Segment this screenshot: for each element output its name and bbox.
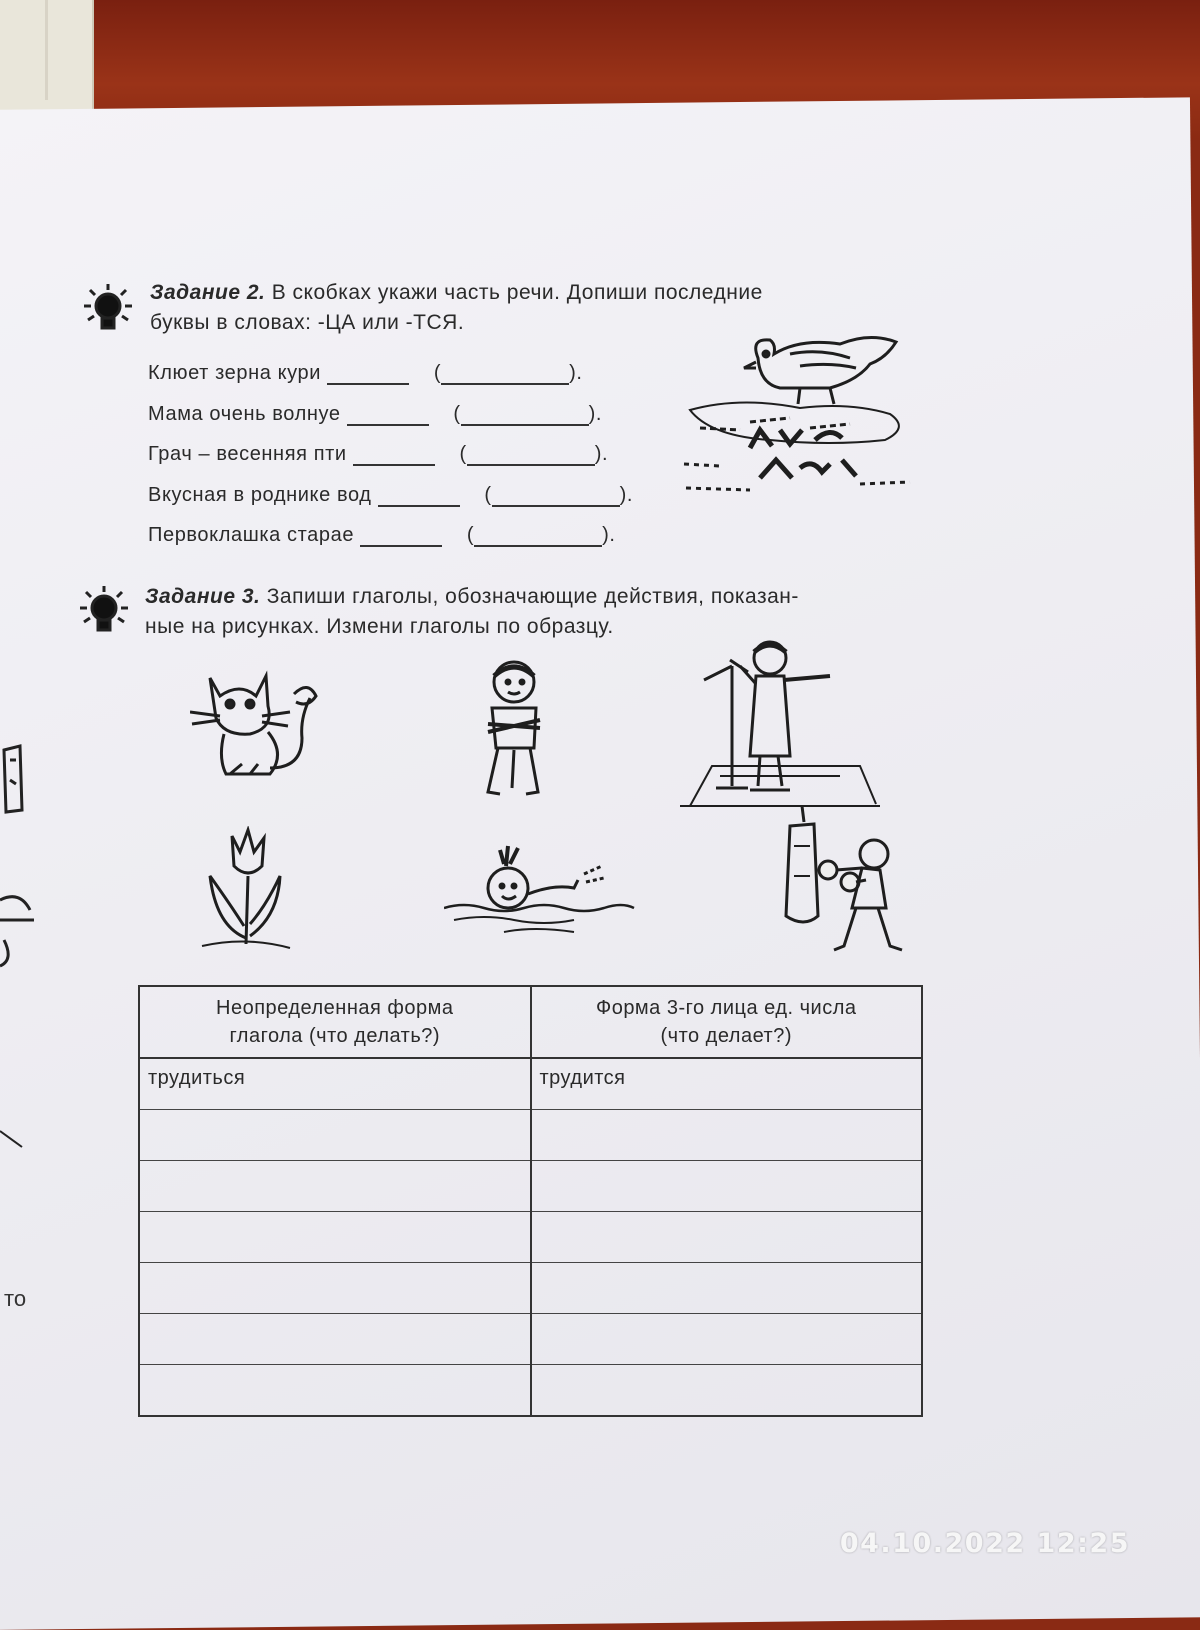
open-paren: ( <box>484 484 492 506</box>
close-paren: ). <box>619 484 634 506</box>
singer-illustration <box>680 636 880 816</box>
lightbulb-icon <box>78 584 130 644</box>
open-paren: ( <box>433 362 442 384</box>
photo-timestamp: 04.10.2022 12:25 <box>839 1528 1130 1559</box>
ending-blank[interactable] <box>378 487 460 507</box>
table-row <box>139 1263 922 1314</box>
answer-cell[interactable] <box>139 1365 531 1417</box>
part-of-speech-blank[interactable] <box>441 365 569 385</box>
swimmer-illustration <box>444 844 639 944</box>
task3-instruction-line2: ные на рисунках. Измени глаголы по образцу. <box>145 615 614 638</box>
answer-cell[interactable] <box>531 1365 923 1417</box>
ending-blank[interactable] <box>327 365 409 385</box>
table-row <box>139 1212 922 1263</box>
table-row <box>139 1058 922 1110</box>
task2-label: Задание 2. <box>150 281 266 304</box>
task3-instruction-line1: Запиши глаголы, обозначающие действия, показан- <box>266 585 799 608</box>
open-paren: ( <box>466 524 475 546</box>
answer-cell[interactable] <box>139 1212 531 1263</box>
close-paren: ). <box>569 362 583 384</box>
part-of-speech-blank[interactable] <box>492 487 620 507</box>
task2-instruction-line2: буквы в словах: -ЦА или -ТСЯ. <box>150 311 465 334</box>
tulip-illustration <box>196 826 296 956</box>
task2-instruction-line1: В скобках укажи часть речи. Допиши последние <box>271 281 763 304</box>
example-third-person-cell: трудится <box>531 1058 923 1110</box>
table-row <box>139 1365 922 1417</box>
open-paren: ( <box>459 443 467 465</box>
boxer-illustration <box>780 806 910 966</box>
edge-fragment-icon <box>0 740 30 820</box>
task2-item-text: Первоклашка старае <box>148 524 355 546</box>
column-header-text: Неопределенная форма <box>216 997 454 1019</box>
close-paren: ). <box>602 524 616 546</box>
boy-illustration <box>470 658 560 808</box>
edge-fragment-icon <box>0 1125 30 1155</box>
ending-blank[interactable] <box>360 527 442 547</box>
task2-item <box>148 443 608 466</box>
task2-item-text: Вкусная в роднике вод <box>148 484 372 506</box>
part-of-speech-blank[interactable] <box>461 406 589 426</box>
answer-cell[interactable] <box>531 1314 923 1365</box>
task2-item <box>148 362 583 385</box>
table-row <box>139 1314 922 1365</box>
column-header-text: глагола (что делать?) <box>229 1025 441 1047</box>
part-of-speech-blank[interactable] <box>467 446 595 466</box>
answer-cell[interactable] <box>531 1161 923 1212</box>
cat-illustration <box>190 668 320 788</box>
hen-illustration <box>680 318 920 498</box>
edge-text-fragment: то <box>4 1286 27 1311</box>
task2-item <box>148 403 602 426</box>
answer-cell[interactable] <box>139 1110 531 1161</box>
column-header-third-person <box>531 986 923 1058</box>
close-paren: ). <box>588 403 603 425</box>
answer-cell[interactable] <box>139 1263 531 1314</box>
column-header-text: Форма 3-го лица ед. числа <box>595 997 857 1019</box>
task2-item <box>148 524 616 547</box>
close-paren: ). <box>594 443 609 465</box>
answer-cell[interactable] <box>531 1212 923 1263</box>
task3-heading <box>145 582 935 642</box>
table-header-row <box>139 986 922 1058</box>
task3-label: Задание 3. <box>145 585 261 608</box>
column-header-infinitive <box>139 986 531 1058</box>
task2-item-text: Грач – весенняя пти <box>148 443 347 465</box>
open-paren: ( <box>453 403 461 425</box>
verb-forms-table <box>138 985 923 1417</box>
answer-cell[interactable] <box>531 1263 923 1314</box>
column-header-text: (что делает?) <box>660 1025 793 1047</box>
example-infinitive-cell: трудиться <box>139 1058 531 1110</box>
task2-item-text: Клюет зерна кури <box>148 362 322 384</box>
ending-blank[interactable] <box>353 446 435 466</box>
answer-cell[interactable] <box>531 1110 923 1161</box>
answer-cell[interactable] <box>139 1161 531 1212</box>
table-row <box>139 1110 922 1161</box>
task2-item-text: Мама очень волнуе <box>148 403 341 425</box>
lightbulb-icon <box>82 282 134 342</box>
edge-fragment-icon <box>0 880 40 970</box>
answer-cell[interactable] <box>139 1314 531 1365</box>
table-row <box>139 1161 922 1212</box>
ending-blank[interactable] <box>347 406 429 426</box>
part-of-speech-blank[interactable] <box>474 527 602 547</box>
task2-item <box>148 484 633 507</box>
